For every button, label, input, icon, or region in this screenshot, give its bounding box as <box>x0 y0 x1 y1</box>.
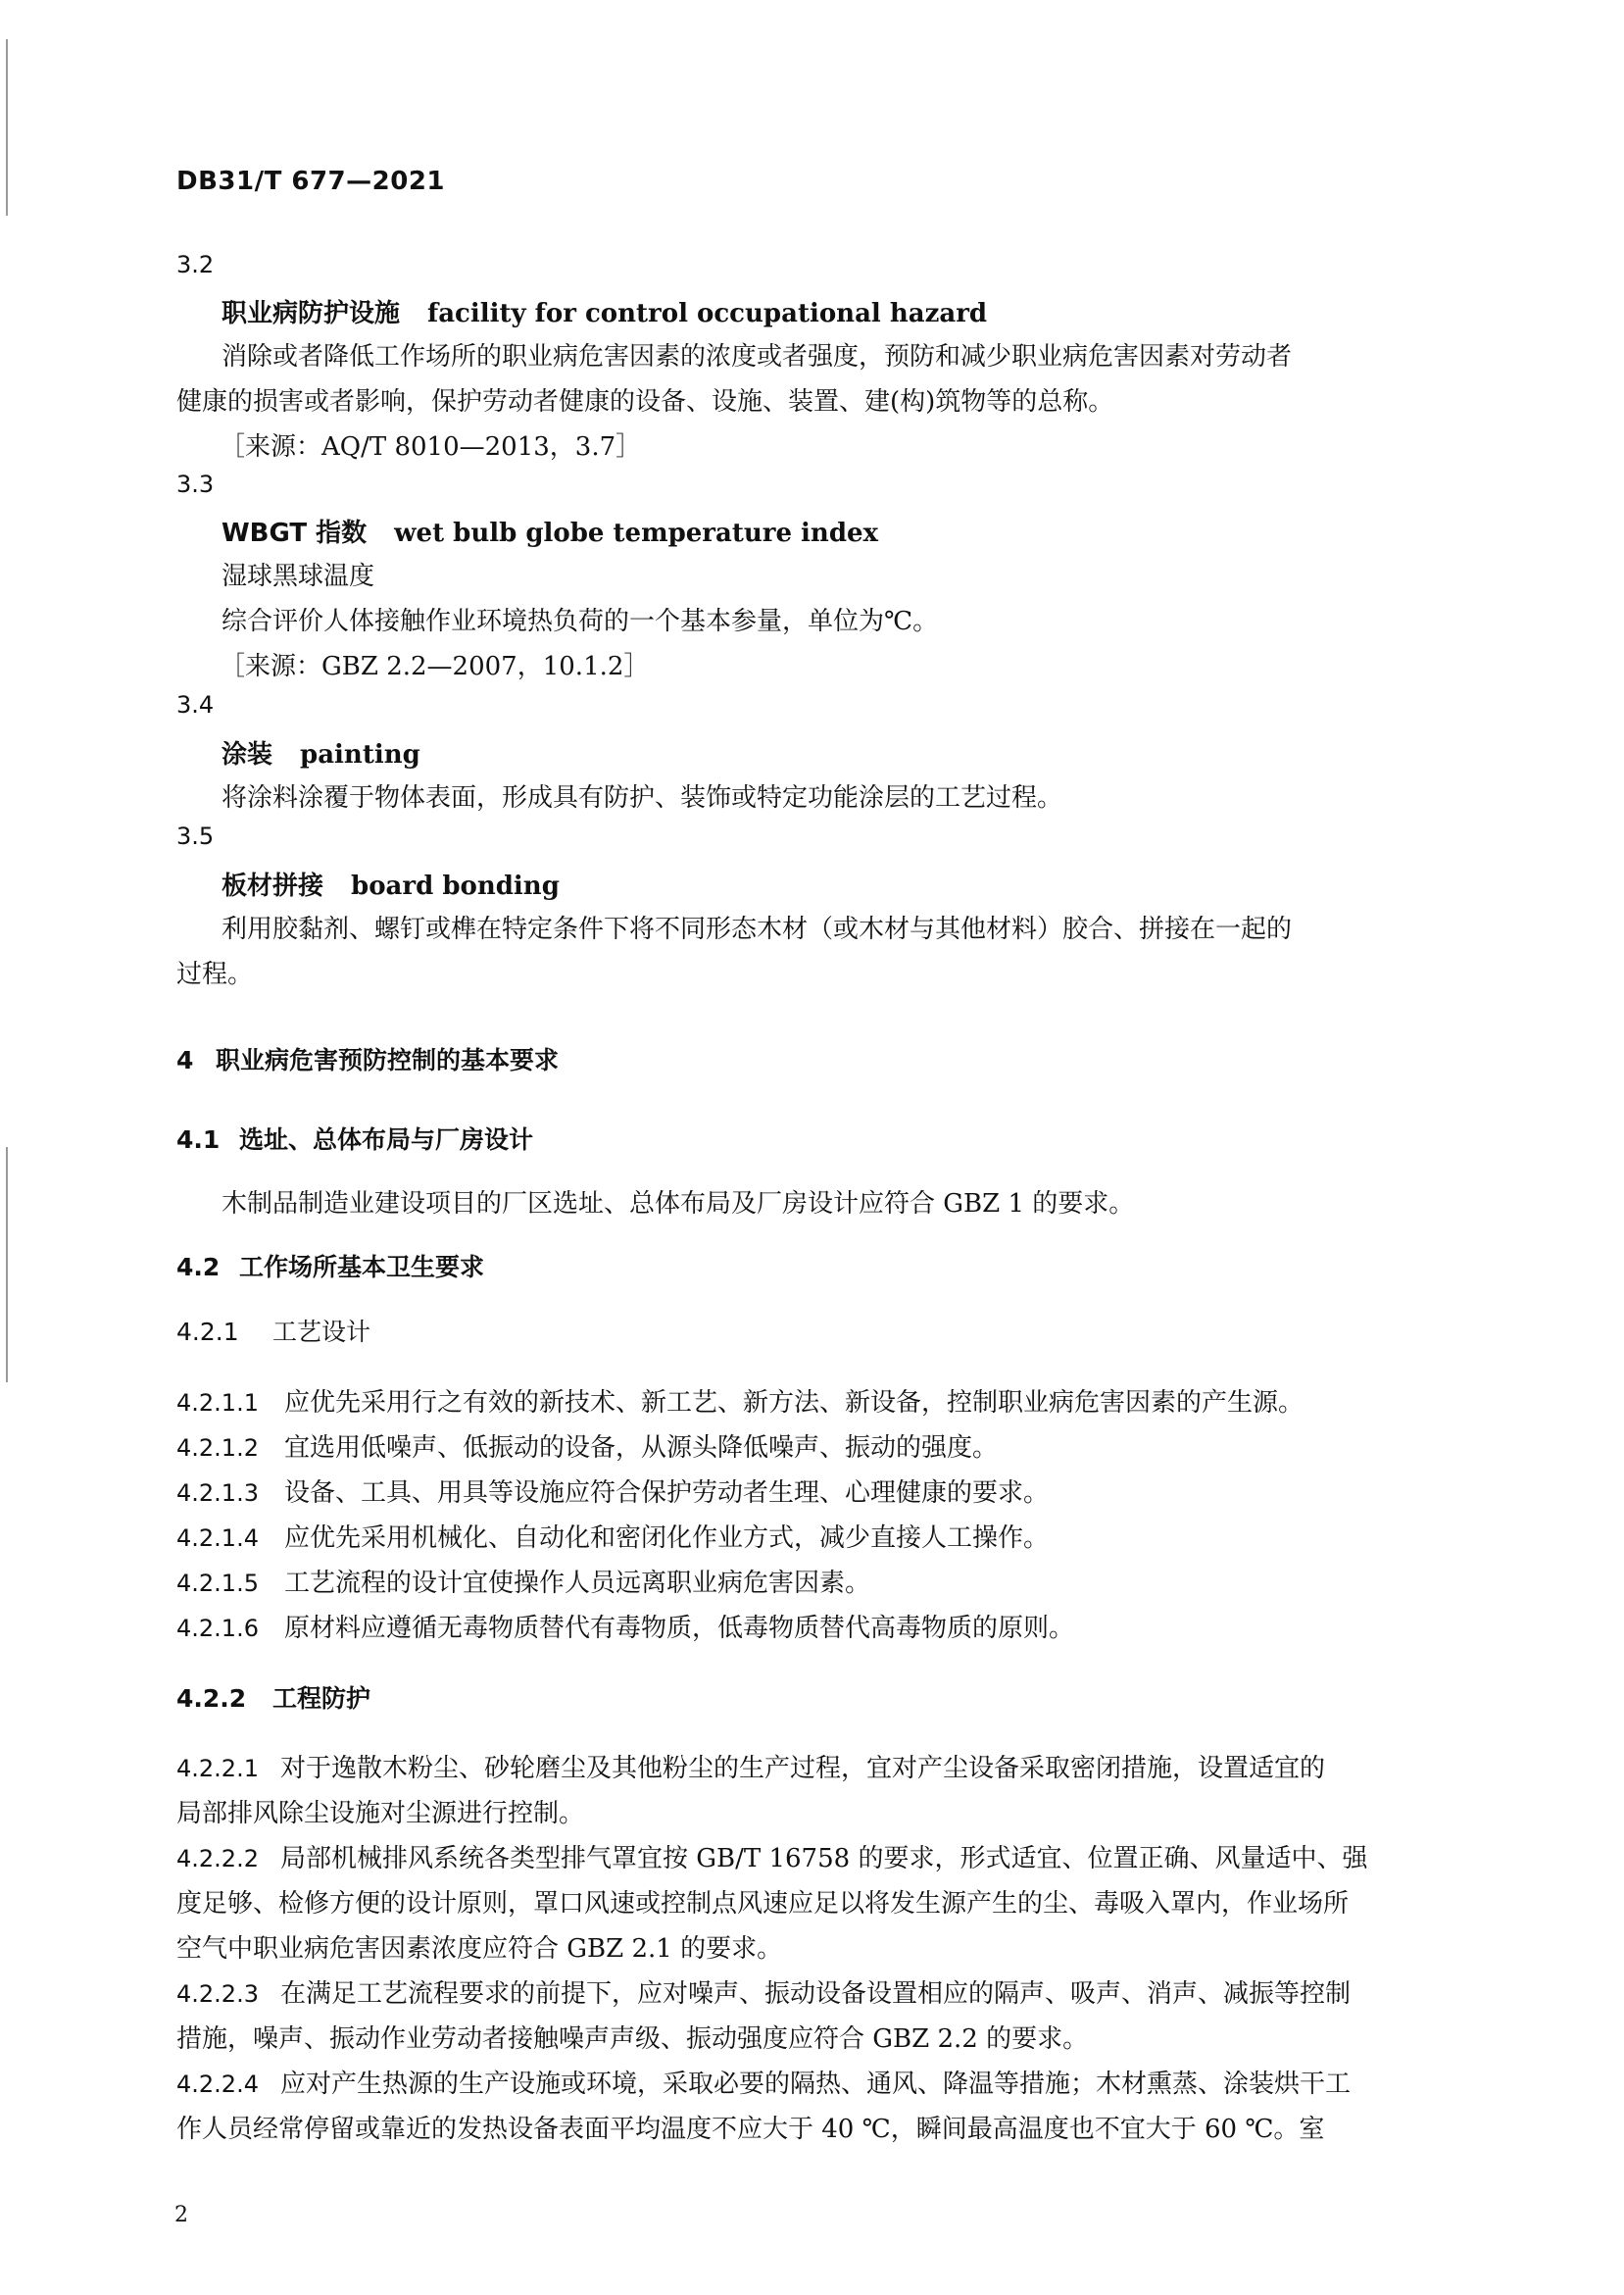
definition-term <box>221 513 878 549</box>
term-english: facility for control occupational hazard <box>427 299 988 328</box>
clause-text: 原材料应遵循无毒物质替代有毒物质，低毒物质替代高毒物质的原则。 <box>284 1614 1075 1643</box>
clause-text: 对于逸散木粉尘、砂轮磨尘及其他粉尘的生产过程，宜对产尘设备采取密闭措施，设置适宜的 <box>279 1754 1325 1783</box>
definition-number: 3.4 <box>176 691 215 719</box>
clause-number: 4.2.1.3 <box>176 1479 259 1507</box>
definition-term <box>221 866 560 902</box>
document-code: DB31/T 677—2021 <box>176 167 445 196</box>
clause-item <box>176 1608 1074 1644</box>
clause-number: 4.2.1.4 <box>176 1524 259 1552</box>
clause-paragraph-line <box>176 1971 1351 2018</box>
term-chinese: 涂装 <box>221 740 273 770</box>
term-alias: 湿球黑球温度 <box>221 562 375 591</box>
section-title: 职业病危害预防控制的基本要求 <box>216 1046 560 1074</box>
clause-text: 在满足工艺流程要求的前提下，应对噪声、振动设备设置相应的隔声、吸声、消声、减振等控制 <box>279 1979 1351 2009</box>
clause-number: 4.2.2.4 <box>176 2070 259 2098</box>
clause-text: 工艺流程的设计宜使操作人员远离职业病危害因素。 <box>284 1569 871 1598</box>
definition-text: 消除或者降低工作场所的职业病危害因素的浓度或者强度，预防和减少职业病危害因素对劳动者 <box>221 342 1293 372</box>
clause-text: 应优先采用机械化、自动化和密闭化作业方式，减少直接人工操作。 <box>284 1523 1050 1553</box>
paragraph-text: 木制品制造业建设项目的厂区选址、总体布局及厂房设计应符合 GBZ 1 的要求。 <box>221 1189 1135 1219</box>
clause-paragraph-line <box>176 2061 1351 2108</box>
scan-edge-mark <box>6 1147 8 1382</box>
subsection-heading <box>176 1679 370 1715</box>
clause-item <box>176 1518 1049 1554</box>
clause-number: 4.2.2.3 <box>176 1980 259 2008</box>
definition-term <box>221 734 420 771</box>
clause-number: 4.2.1.5 <box>176 1570 259 1597</box>
subsection-heading <box>176 1121 533 1156</box>
clause-paragraph-line <box>176 1835 1367 1882</box>
definition-text: 将涂料涂覆于物体表面，形成具有防护、装饰或特定功能涂层的工艺过程。 <box>221 783 1063 813</box>
definition-source: ［来源：GBZ 2.2—2007，10.1.2］ <box>220 652 650 681</box>
clause-number: 4.2.1.6 <box>176 1615 259 1642</box>
clause-text: 度足够、检修方便的设计原则，罩口风速或控制点风速应足以将发生源产生的尘、毒吸入罩内，作业场所 <box>176 1889 1350 1919</box>
term-english: wet bulb globe temperature index <box>394 519 879 548</box>
page-number: 2 <box>174 2203 188 2227</box>
clause-number: 4.2.2.2 <box>176 1845 259 1872</box>
subsection-title: 选址、总体布局与厂房设计 <box>239 1125 534 1154</box>
section-heading <box>176 1041 559 1076</box>
definition-term <box>221 293 987 329</box>
subsection-number: 4.2.2 <box>176 1684 247 1713</box>
subsection-heading <box>176 1248 484 1283</box>
clause-text: 应优先采用行之有效的新技术、新工艺、新方法、新设备，控制职业病危害因素的产生源。 <box>284 1388 1304 1418</box>
definition-text: 利用胶黏剂、螺钉或榫在特定条件下将不同形态木材（或木材与其他材料）胶合、拼接在一起的 <box>221 915 1293 944</box>
definition-text: 健康的损害或者影响，保护劳动者健康的设备、设施、装置、建(构)筑物等的总称。 <box>176 387 1114 417</box>
subsection-title: 工作场所基本卫生要求 <box>239 1253 485 1281</box>
subsection-number: 4.2 <box>176 1253 221 1281</box>
clause-text: 应对产生热源的生产设施或环境，采取必要的隔热、通风、降温等措施；木材熏蒸、涂装烘干工 <box>279 2070 1351 2099</box>
definition-text: 综合评价人体接触作业环境热负荷的一个基本参量，单位为℃。 <box>221 607 939 636</box>
definition-number: 3.2 <box>176 251 215 278</box>
clause-item <box>176 1472 1049 1509</box>
subsection-heading <box>176 1313 370 1348</box>
definition-source: ［来源：AQ/T 8010—2013，3.7］ <box>220 432 642 462</box>
section-number: 4 <box>176 1046 194 1074</box>
clause-paragraph-line <box>176 1745 1325 1792</box>
clause-text: 设备、工具、用具等设施应符合保护劳动者生理、心理健康的要求。 <box>284 1478 1050 1508</box>
clause-text: 空气中职业病危害因素浓度应符合 GBZ 2.1 的要求。 <box>176 1934 783 1964</box>
clause-number: 4.2.2.1 <box>176 1755 259 1782</box>
clause-text: 局部机械排风系统各类型排气罩宜按 GB/T 16758 的要求，形式适宜、位置正确、风量适中、强 <box>279 1844 1368 1873</box>
subsection-title: 工艺设计 <box>272 1318 371 1346</box>
clause-text: 宜选用低噪声、低振动的设备，从源头降低噪声、振动的强度。 <box>284 1433 999 1463</box>
term-english: board bonding <box>351 872 560 901</box>
subsection-number: 4.1 <box>176 1125 221 1154</box>
definition-number: 3.3 <box>176 471 215 498</box>
clause-number: 4.2.1.1 <box>176 1389 259 1417</box>
definition-text: 过程。 <box>176 960 254 989</box>
clause-item <box>176 1382 1304 1419</box>
term-chinese: WBGT 指数 <box>221 519 368 548</box>
subsection-title: 工程防护 <box>272 1684 371 1713</box>
subsection-number: 4.2.1 <box>176 1318 239 1346</box>
term-english: painting <box>300 740 420 770</box>
term-chinese: 板材拼接 <box>221 872 324 901</box>
term-chinese: 职业病防护设施 <box>221 299 401 328</box>
scan-edge-mark <box>6 39 8 216</box>
clause-text: 局部排风除尘设施对尘源进行控制。 <box>176 1799 585 1828</box>
clause-item <box>176 1427 998 1464</box>
clause-number: 4.2.1.2 <box>176 1434 259 1462</box>
clause-text: 措施，噪声、振动作业劳动者接触噪声声级、振动强度应符合 GBZ 2.2 的要求。 <box>176 2024 1089 2054</box>
clause-text: 作人员经常停留或靠近的发热设备表面平均温度不应大于 40 ℃，瞬间最高温度也不宜大于 60 ℃。室 <box>176 2115 1325 2144</box>
definition-number: 3.5 <box>176 823 215 850</box>
clause-item <box>176 1563 870 1599</box>
